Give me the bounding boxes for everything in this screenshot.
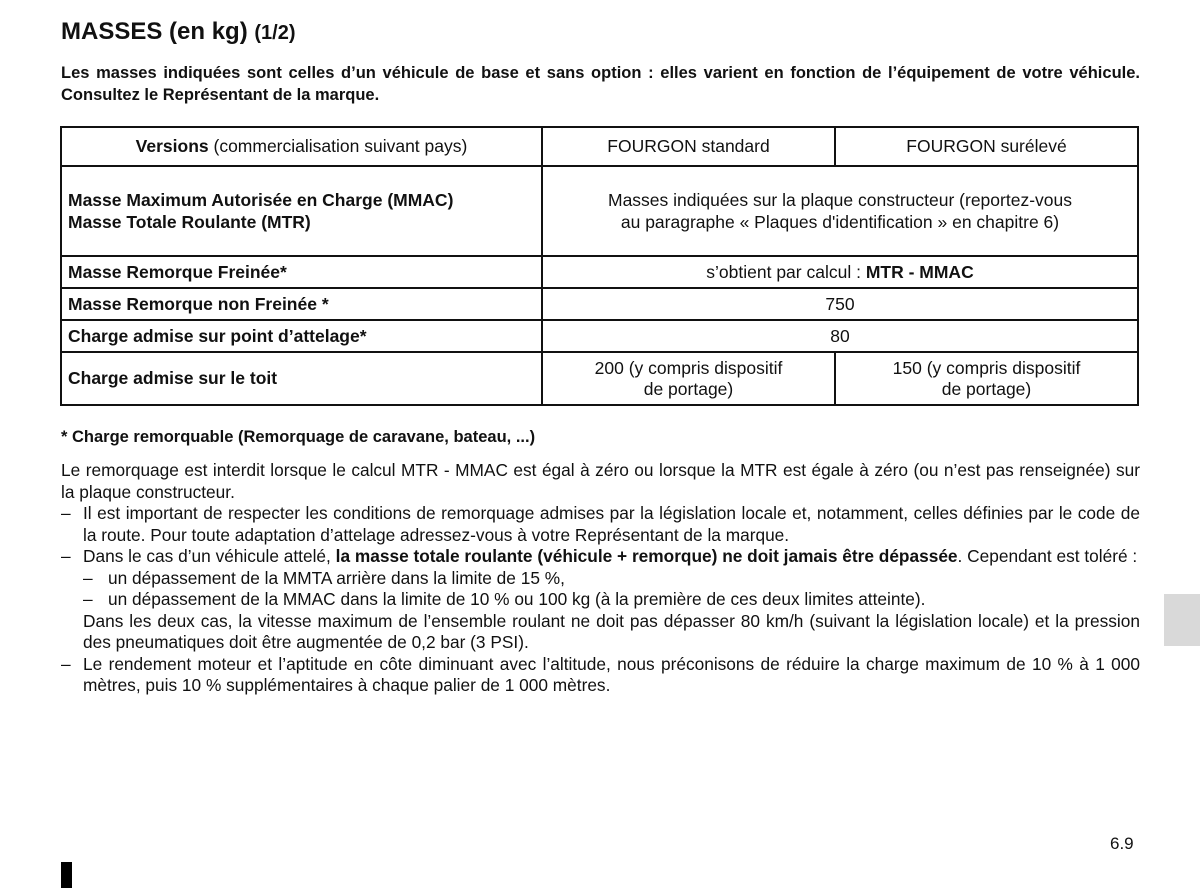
header-sureleve: FOURGON surélevé — [835, 127, 1138, 166]
toit-standard-value — [542, 352, 835, 405]
table-row-toit — [61, 352, 1138, 405]
list-item-altitude: – Le rendement moteur et l’aptitude en côte diminuant avec l’altitude, nous préconisons de réduire la charge maximum de 10 % à 1 000 mètres, puis 10 % supplémentaires à chaque palier de 1 000 mètres. — [61, 654, 1140, 697]
mtr-label: Masse Totale Roulante (MTR) — [68, 212, 311, 232]
chapter-side-tab — [1164, 594, 1200, 646]
attelage-label: Charge admise sur point d’attelage* — [61, 320, 542, 352]
page-title-main: MASSES (en kg) — [61, 18, 248, 45]
page-title — [61, 18, 296, 46]
freinee-value — [542, 256, 1138, 288]
corner-mark — [61, 862, 72, 888]
table-row-attelage — [61, 320, 1138, 352]
masses-table — [60, 126, 1139, 406]
body-text — [61, 460, 1140, 697]
mmac-value-line1: Masses indiquées sur la plaque constructeur (reportez-vous — [608, 190, 1072, 210]
list-item-legislation: – Il est important de respecter les conditions de remorquage admises par la législation locale et, notamment, celles définies par le code de la route. Pour toute adaptation d’attelage adressez-vous à votre Représentant de la marque. — [61, 503, 1140, 546]
freinee-value-formula: MTR - MMAC — [865, 261, 974, 282]
header-versions-rest: (commercialisation suivant pays) — [208, 136, 468, 156]
non-freinee-label: Masse Remorque non Freinée * — [61, 288, 542, 320]
page-number: 6.9 — [1110, 834, 1134, 853]
freinee-value-prefix: s’obtient par calcul : — [706, 261, 866, 282]
table-row-mmac — [61, 166, 1138, 256]
table-header-row — [61, 127, 1138, 166]
non-freinee-value: 750 — [542, 288, 1138, 320]
header-versions-bold: Versions — [135, 136, 209, 156]
table-row-freinee — [61, 256, 1138, 288]
toit-standard-line1: 200 (y compris dispositif — [594, 357, 783, 378]
attele-note: Dans les deux cas, la vitesse maximum de l’ensemble roulant ne doit pas dépasser 80 km/h (suivant la législation locale) et la pression des pneumatiques doit être augmentée de 0,2 bar (3 PSI). — [83, 610, 1140, 652]
footnote: * Charge remorquable (Remorquage de caravane, bateau, ...) — [61, 428, 536, 446]
sub-item-mmta: – un dépassement de la MMTA arrière dans la limite de 15 %, — [61, 568, 1140, 590]
toit-standard-line2: de portage) — [643, 378, 734, 399]
table-row-non-freinee — [61, 288, 1138, 320]
header-versions — [61, 127, 542, 166]
freinee-label: Masse Remorque Freinée* — [61, 256, 542, 288]
attele-text-bold: la masse totale roulante (véhicule + remorque) ne doit jamais être dépassée — [335, 546, 958, 566]
attele-text-end: . Cependant est toléré : — [957, 546, 1138, 566]
mmac-label: Masse Maximum Autorisée en Charge (MMAC) — [68, 190, 454, 210]
mmac-value-line2: au paragraphe « Plaques d'identification » en chapitre 6) — [620, 212, 1060, 232]
toit-label: Charge admise sur le toit — [61, 352, 542, 405]
attele-text-start: Dans le cas d’un véhicule attelé, — [83, 546, 336, 566]
body-paragraph: Le remorquage est interdit lorsque le calcul MTR - MMAC est égal à zéro ou lorsque la MTR est égale à zéro (ou n’est pas renseignée) sur la plaque constructeur. — [61, 460, 1140, 502]
sub-item-mmac: – un dépassement de la MMAC dans la limite de 10 % ou 100 kg (à la première de ces deux limites atteinte). — [61, 589, 1140, 611]
attelage-value: 80 — [542, 320, 1138, 352]
toit-sureleve-line2: de portage) — [941, 378, 1032, 399]
intro-paragraph: Les masses indiquées sont celles d’un véhicule de base et sans option : elles varient en fonction de l’équipement de votre véhicule. Consultez le Représentant de la marque. — [61, 64, 1140, 104]
mmac-label-cell — [61, 166, 542, 256]
list-item-attele — [61, 546, 1140, 568]
toit-sureleve-value — [835, 352, 1138, 405]
page-title-suffix: (1/2) — [254, 22, 296, 44]
toit-sureleve-line1: 150 (y compris dispositif — [892, 357, 1081, 378]
mmac-value-cell — [542, 166, 1138, 256]
header-standard: FOURGON standard — [542, 127, 835, 166]
